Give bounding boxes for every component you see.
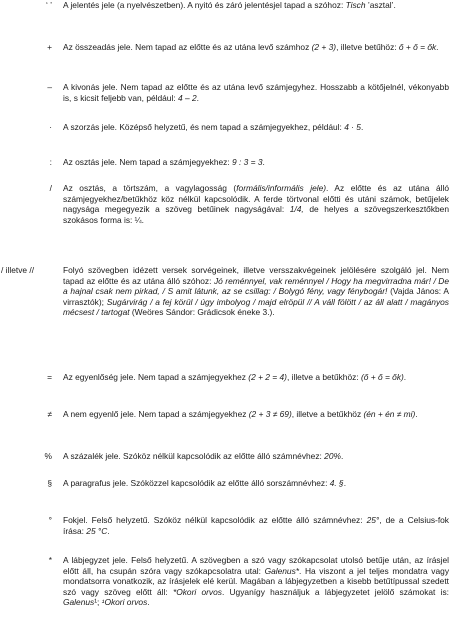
description-text: ¹; bbox=[94, 597, 102, 608]
entry-symbol: · bbox=[49, 122, 52, 132]
example-text: (2 + 2 = 4) bbox=[248, 372, 287, 382]
description-text: A szorzás jele. Középső helyzetű, és nem tapad a számjegyekhez, például: bbox=[63, 122, 345, 132]
description-text: , illetve a betűkhöz: bbox=[286, 372, 361, 382]
description-text: . bbox=[343, 478, 347, 488]
entry-description bbox=[63, 409, 449, 420]
example-text: Jó reménnyel, vak reménnyel / Hogy ha megvirradna már! / De a hajnal csak nem pirkad, / S amit látunk, az se csillag: / Bolygó fény, vagy fénybogár! bbox=[63, 275, 449, 297]
description-text: . bbox=[415, 409, 418, 419]
example-text: Tisch bbox=[345, 0, 366, 10]
description-text: . bbox=[340, 451, 344, 461]
entry-symbol: : bbox=[49, 157, 52, 167]
entry-description bbox=[63, 157, 449, 168]
description-text: , illetve a betűkhöz bbox=[291, 409, 364, 419]
example-text: (én + én ≠ mi) bbox=[363, 409, 416, 419]
example-text: 4 – 2 bbox=[177, 92, 197, 103]
example-text: (2 + 3) bbox=[311, 42, 337, 52]
entry-description bbox=[63, 515, 449, 536]
description-text: . Ugyanígy használjuk a lábjegyzetet jelölő számokat is: bbox=[221, 586, 449, 597]
example-text: 20% bbox=[324, 451, 341, 461]
description-text: . bbox=[107, 525, 110, 536]
description-text: de helyes a szövegszerkesztőkben szokásos forma is: ¼. bbox=[63, 204, 449, 225]
example-text: 4. § bbox=[329, 478, 344, 488]
description-text: A százalék jele. Szóköz nélkül kapcsolódik az előtte álló számnévhez: bbox=[63, 451, 325, 461]
entry-description bbox=[63, 372, 449, 383]
entry-symbol: * bbox=[48, 555, 52, 565]
entry-description bbox=[63, 478, 449, 489]
entry-description bbox=[63, 555, 449, 608]
entry-description bbox=[63, 265, 449, 318]
entry-description bbox=[63, 82, 449, 103]
description-text: . Ha viszont a jel teljes mondatra vagy mondatsorra vonatkozik, az írásjelek elé kerül. Magában a lábjegyzetben a kisebb betűtípussal szedett szó vagy szöveg előtt áll: bbox=[63, 565, 450, 597]
description-text: ’asztal’. bbox=[365, 0, 396, 10]
description-text: . bbox=[360, 122, 364, 132]
entry-symbol: % bbox=[44, 451, 52, 461]
description-text: , illetve betűhöz: bbox=[336, 42, 399, 52]
entry-symbol: ≠ bbox=[47, 409, 52, 419]
example-text: Galenus* bbox=[264, 565, 300, 576]
example-text: 4 · 5 bbox=[344, 122, 361, 132]
entry-description bbox=[63, 451, 449, 462]
entry-description bbox=[63, 0, 449, 11]
example-text: ¹Okori orvos bbox=[101, 597, 148, 608]
description-text: (Vajda János: A virrasztók); bbox=[63, 286, 449, 307]
entry-symbol: / bbox=[49, 183, 52, 193]
description-text: A jelentés jele (a nyelvészetben). A nyitó és záró jelentésjel tapad a szóhoz: bbox=[63, 0, 346, 10]
example-text: formális/informális jele) bbox=[236, 183, 327, 193]
description-text: , de a Celsius-fok írása: bbox=[63, 515, 449, 536]
entry-description bbox=[63, 42, 449, 53]
example-text: 25° bbox=[366, 515, 380, 525]
example-text: 25 °C bbox=[86, 525, 108, 536]
example-text: (ő + ő = ők) bbox=[360, 372, 404, 382]
entry-symbol: ‘ ’ bbox=[45, 0, 52, 10]
description-text: Az összeadás jele. Nem tapad az előtte és az utána levő számhoz bbox=[63, 42, 312, 52]
description-text: Folyó szövegben idézett versek sorvégeinek, illetve versszakvégeinek jelölésére szolgáló jel. Nem tapad az előtte és az utána álló szóhoz: bbox=[63, 265, 449, 286]
entry-description bbox=[63, 183, 449, 225]
description-text: A paragrafus jele. Szóközzel kapcsolódik az előtte álló sorszámnévhez: bbox=[63, 478, 330, 488]
entry-symbol: § bbox=[47, 478, 52, 488]
example-text: 1/4, bbox=[289, 204, 304, 215]
description-text: Fokjel. Felső helyzetű. Szóköz nélkül kapcsolódik az előtte álló számnévhez: bbox=[63, 515, 367, 525]
description-text: Az osztás jele. Nem tapad a számjegyekhez: bbox=[63, 157, 232, 167]
example-text: Galenus bbox=[63, 597, 95, 608]
description-text: . bbox=[262, 157, 265, 167]
entry-symbol: / illetve // bbox=[1, 265, 35, 275]
entry-symbol: + bbox=[47, 42, 52, 52]
example-text: Sugárvirág / a fej körül / úgy imbolyog / majd elröpül // A váll fölött / az áll alatt / magányos mécsest / tartogat bbox=[63, 296, 449, 318]
description-text: . bbox=[403, 372, 407, 382]
description-text: Az egyenlőség jele. Nem tapad a számjegyekhez bbox=[63, 372, 249, 382]
description-text: A kivonás jele. Nem tapad az előtte és az utána levő számjegyhez. Hosszabb a kötőjelnél, vékonyabb is, s kicsit feljebb van, például: bbox=[63, 82, 449, 103]
description-text: A lábjegyzet jele. Felső helyzetű. A szövegben a szó vagy szókapcsolat utolsó betűje után, az írásjel előtt áll, ha csupán szóra vagy szókapcsolatra utal: bbox=[63, 555, 449, 576]
description-text: . Az előtte és az utána álló számjegyekhez/betűkhöz köz nélkül kapcsolódik. A ferde törtvonal előtti és utáni számok, betűjelek nagysága megegyezik a szöveg betűinek nagyságával: bbox=[63, 183, 449, 215]
example-text: (2 + 3 ≠ 69) bbox=[248, 409, 292, 419]
description-text: . bbox=[196, 92, 199, 103]
entry-symbol: – bbox=[47, 82, 52, 92]
entry-symbol: ° bbox=[48, 515, 52, 525]
description-text: Az osztás, a törtszám, a vagylagosság ( bbox=[63, 183, 237, 193]
description-text: . bbox=[436, 42, 439, 52]
description-text: A nem egyenlő jele. Nem tapad a számjegyekhez bbox=[63, 409, 249, 419]
description-text: . bbox=[147, 597, 150, 608]
entry-symbol: = bbox=[47, 372, 52, 382]
description-text: (Weöres Sándor: Grádicsok éneke 3.). bbox=[129, 307, 275, 318]
example-text: 9 : 3 = 3 bbox=[231, 157, 263, 167]
entry-description bbox=[63, 122, 449, 133]
example-text: *Okori orvos bbox=[172, 586, 222, 597]
example-text: ő + ő = ők bbox=[398, 42, 437, 52]
